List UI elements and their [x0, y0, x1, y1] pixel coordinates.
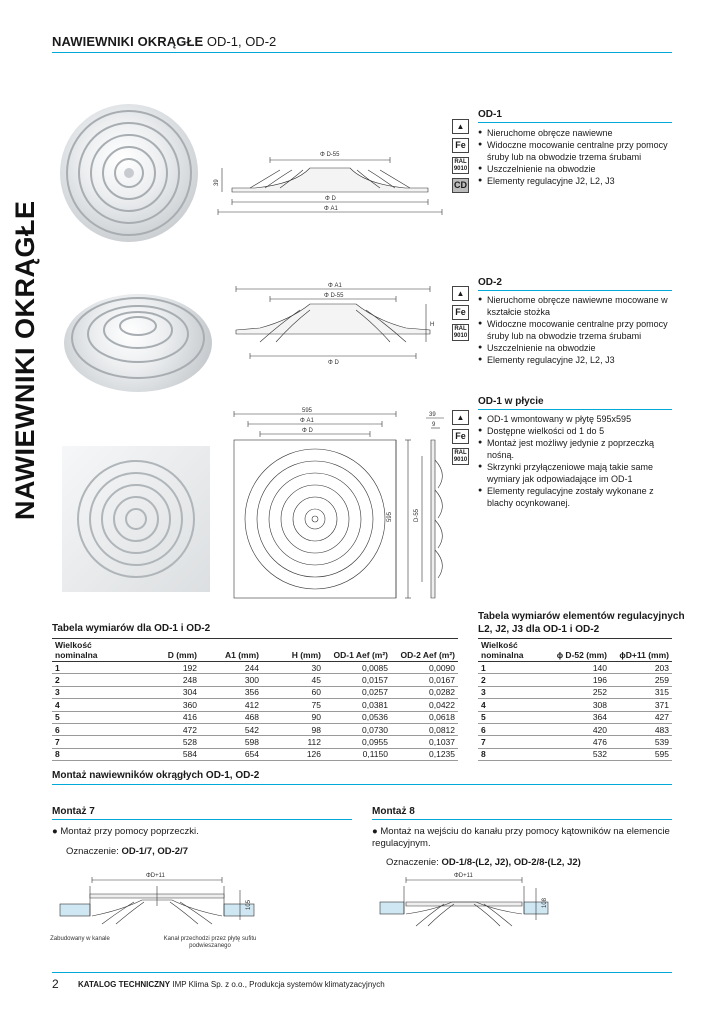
arrow-up-icon: ▲ [452, 119, 469, 134]
table-cell: 3 [52, 686, 138, 698]
table-cell: 2 [52, 674, 138, 686]
fe-badge: Fe [452, 305, 469, 320]
ral-badge [452, 448, 469, 465]
od1-dim-d: Φ D [325, 196, 336, 202]
fe-badge: Fe [452, 429, 469, 444]
table-cell: 4 [52, 699, 138, 711]
od1p-dim-9: 9 [432, 422, 436, 428]
list-item: ● Dostępne wielkości od 1 do 5 [478, 425, 672, 437]
table-cell: 0,0257 [324, 686, 391, 698]
table1-header: OD-1 Aef (m²) [324, 639, 391, 662]
montaz7-dim-side: 105 [246, 899, 252, 910]
list-item: ● Elementy regulacyjne J2, L2, J3 [478, 354, 672, 366]
od1p-badges [452, 410, 470, 469]
table-cell: 45 [262, 674, 324, 686]
table-cell: 483 [610, 723, 672, 735]
montaz7-dim-top: ΦD+11 [146, 873, 165, 879]
side-title: NAWIEWNIKI OKRĄGŁE [10, 200, 40, 520]
od1p-title: OD-1 w płycie [478, 396, 544, 407]
table-cell: 7 [478, 736, 548, 748]
table-cell: 0,0618 [391, 711, 458, 723]
montaz7-title-line [52, 819, 352, 820]
list-item: ● Skrzynki przyłączeniowe mają takie same wymiary jak odpowiadające im OD-1 [478, 461, 672, 485]
header-title-rest: OD-1, OD-2 [203, 34, 277, 49]
od1-drawing [210, 140, 450, 220]
montaz7-title: Montaż 7 [52, 806, 95, 817]
od2-dim-a1: Φ A1 [328, 283, 342, 289]
table-cell: 1 [478, 662, 548, 674]
table-cell: 98 [262, 723, 324, 735]
od2-title-line [478, 290, 672, 291]
table-cell: 90 [262, 711, 324, 723]
table-cell: 315 [610, 686, 672, 698]
montaz7-ozn-value: OD-1/7, OD-2/7 [121, 846, 188, 857]
od2-bullets [478, 294, 672, 366]
table-cell: 1 [52, 662, 138, 674]
montaz7-cap-left: Zabudowany w kanale [50, 936, 110, 942]
table-cell: 598 [200, 736, 262, 748]
table-cell: 0,0157 [324, 674, 391, 686]
page-header [52, 34, 672, 49]
od2-title: OD-2 [478, 277, 502, 288]
list-item: ● Nieruchome obręcze nawiewne [478, 127, 672, 139]
table-row [52, 723, 458, 735]
table-cell: 308 [548, 699, 610, 711]
table-cell: 196 [548, 674, 610, 686]
table1-body [52, 662, 458, 761]
table-cell: 252 [548, 686, 610, 698]
table-cell: 0,1150 [324, 748, 391, 760]
od2-dim-h: H [430, 322, 435, 328]
montaz8-text-value: Montaż na wejściu do kanału przy pomocy kątowników na elemencie regulacyjnym. [372, 826, 670, 849]
od1p-drawing [226, 404, 454, 602]
table-cell: 528 [138, 736, 200, 748]
table1-header: Wielkość nominalna [52, 639, 138, 662]
table-cell: 360 [138, 699, 200, 711]
od1-dim-a1: Φ A1 [324, 206, 338, 212]
od1p-dim-d: Φ D [302, 428, 313, 434]
montaz7-text-value: Montaż przy pomocy poprzeczki. [60, 826, 199, 837]
table2-header: ϕD+11 (mm) [610, 639, 672, 662]
table-cell: 0,0085 [324, 662, 391, 674]
bullet-icon: ● [372, 826, 381, 837]
table-cell: 0,0955 [324, 736, 391, 748]
table-row [52, 736, 458, 748]
ral-badge-bottom: 9010 [453, 457, 468, 463]
od1-dim-d55: Φ D-55 [320, 152, 340, 158]
table-cell: 364 [548, 711, 610, 723]
table-cell: 371 [610, 699, 672, 711]
table-row [478, 699, 672, 711]
od2-photo [64, 294, 212, 392]
od2-dim-d55: Φ D-55 [324, 293, 344, 299]
table1-header: H (mm) [262, 639, 324, 662]
list-item: ● OD-1 wmontowany w płytę 595x595 [478, 413, 672, 425]
table-cell: 0,0090 [391, 662, 458, 674]
table-cell: 304 [138, 686, 200, 698]
montaz7-drawing [52, 870, 262, 932]
table-cell: 476 [548, 736, 610, 748]
table-cell: 0,1037 [391, 736, 458, 748]
table-cell: 0,0282 [391, 686, 458, 698]
table1-header: OD-2 Aef (m²) [391, 639, 458, 662]
table-row [478, 662, 672, 674]
cd-badge: CD [452, 178, 469, 193]
montaz8-ozn-value: OD-1/8-(L2, J2), OD-2/8-(L2, J2) [441, 857, 581, 868]
list-item: ● Nieruchome obręcze nawiewne mocowane w kształcie stożka [478, 294, 672, 318]
table-cell: 2 [478, 674, 548, 686]
table-cell: 112 [262, 736, 324, 748]
table2-header: ϕ D-52 (mm) [548, 639, 610, 662]
od1p-dim-d55: D-55 [414, 508, 420, 522]
od2-badges [452, 286, 470, 345]
table-cell: 140 [548, 662, 610, 674]
table-row [52, 711, 458, 723]
table-cell: 126 [262, 748, 324, 760]
arrow-up-icon: ▲ [452, 286, 469, 301]
bullet-icon: ● [52, 826, 61, 837]
list-item: ● Montaż jest możliwy jedynie z poprzeczką nośną. [478, 437, 672, 461]
od1p-dim-a1: Φ A1 [300, 418, 314, 424]
od1-photo-rings [60, 104, 198, 242]
table-row [478, 736, 672, 748]
table-cell: 244 [200, 662, 262, 674]
table-row [52, 748, 458, 760]
ral-badge [452, 157, 469, 174]
table-cell: 203 [610, 662, 672, 674]
table-cell: 0,0812 [391, 723, 458, 735]
od1-badges [452, 119, 470, 197]
od1p-photo-rings [62, 446, 210, 592]
table-row [52, 699, 458, 711]
table-cell: 584 [138, 748, 200, 760]
od1-photo [60, 104, 198, 242]
table-cell: 6 [52, 723, 138, 735]
footer-divider [52, 972, 672, 973]
table-cell: 412 [200, 699, 262, 711]
ral-badge-bottom: 9010 [453, 166, 468, 172]
list-item: ● Uszczelnienie na obwodzie [478, 163, 672, 175]
od1-title-line [478, 122, 672, 123]
list-item: ● Uszczelnienie na obwodzie [478, 342, 672, 354]
table-cell: 416 [138, 711, 200, 723]
table1-header: A1 (mm) [200, 639, 262, 662]
arrow-up-icon: ▲ [452, 410, 469, 425]
table1-title: Tabela wymiarów dla OD-1 i OD-2 [52, 623, 211, 634]
header-title-bold: NAWIEWNIKI OKRĄGŁE [52, 34, 204, 49]
od1p-photo [62, 446, 210, 592]
footer-text [78, 980, 385, 989]
od2-photo-rings [64, 294, 212, 392]
od1-title: OD-1 [478, 109, 502, 120]
table-cell: 356 [200, 686, 262, 698]
table1-header: D (mm) [138, 639, 200, 662]
table-row [478, 674, 672, 686]
list-item: ● Widoczne mocowanie centralne przy pomocy śruby lub na obwodzie trzema śrubami [478, 139, 672, 163]
table-cell: 0,0536 [324, 711, 391, 723]
montaz8-ozn [386, 857, 581, 868]
list-item: ● Elementy regulacyjne J2, L2, J3 [478, 175, 672, 187]
table-cell: 259 [610, 674, 672, 686]
table-cell: 595 [610, 748, 672, 760]
table2-title-line2: L2, J2, J3 dla OD-1 i OD-2 [478, 624, 600, 635]
montaz7-ozn [66, 846, 188, 857]
od2-dim-d: Φ D [328, 360, 339, 366]
od1p-dim-side595: 595 [387, 511, 393, 522]
table2-title [478, 610, 685, 636]
header-divider [52, 52, 672, 53]
montaz8-dim-top: ΦD+11 [454, 873, 473, 879]
montaz8-drawing [376, 872, 556, 934]
ral-badge [452, 324, 469, 341]
od2-drawing [230, 280, 440, 370]
montaz-title-line [52, 784, 672, 785]
table2-header: Wielkość nominalna [478, 639, 548, 662]
montaz8-text [372, 826, 672, 850]
montaz7-text [52, 826, 352, 838]
table-row [478, 748, 672, 760]
page-number: 2 [52, 977, 59, 991]
table-cell: 3 [478, 686, 548, 698]
table-cell: 420 [548, 723, 610, 735]
table1 [52, 638, 458, 761]
table-cell: 7 [52, 736, 138, 748]
table-cell: 654 [200, 748, 262, 760]
table-cell: 300 [200, 674, 262, 686]
od1p-dim-39: 39 [429, 412, 436, 418]
ral-badge-top: RAL [454, 159, 467, 165]
table-cell: 0,1235 [391, 748, 458, 760]
table-cell: 468 [200, 711, 262, 723]
footer-bold: KATALOG TECHNICZNY [78, 980, 171, 989]
od1p-title-line [478, 409, 672, 410]
table-cell: 0,0730 [324, 723, 391, 735]
table-cell: 0,0381 [324, 699, 391, 711]
table-cell: 472 [138, 723, 200, 735]
table2-body [478, 662, 672, 761]
table-cell: 192 [138, 662, 200, 674]
fe-badge: Fe [452, 138, 469, 153]
table-row [478, 686, 672, 698]
list-item: ● Elementy regulacyjne zostały wykonane z blachy ocynkowanej. [478, 485, 672, 509]
table-cell: 532 [548, 748, 610, 760]
list-item: ● Widoczne mocowanie centralne przy pomocy śruby lub na obwodzie trzema śrubami [478, 318, 672, 342]
table-row [52, 674, 458, 686]
table-cell: 0,0167 [391, 674, 458, 686]
montaz7-ozn-label: Oznaczenie: [66, 846, 122, 857]
table-cell: 427 [610, 711, 672, 723]
od1p-bullets [478, 413, 672, 509]
montaz8-dim-side: 108 [542, 897, 548, 908]
ral-badge-top: RAL [454, 326, 467, 332]
montaz8-title: Montaż 8 [372, 806, 415, 817]
table-cell: 539 [610, 736, 672, 748]
montaz-title: Montaż nawiewników okrągłych OD-1, OD-2 [52, 770, 260, 781]
table-cell: 8 [52, 748, 138, 760]
table-row [478, 723, 672, 735]
table-row [478, 711, 672, 723]
table-cell: 30 [262, 662, 324, 674]
table-cell: 542 [200, 723, 262, 735]
table-row [52, 662, 458, 674]
table-cell: 8 [478, 748, 548, 760]
table-cell: 5 [478, 711, 548, 723]
table-cell: 248 [138, 674, 200, 686]
table-cell: 60 [262, 686, 324, 698]
table-cell: 0,0422 [391, 699, 458, 711]
footer-rest: IMP Klima Sp. z o.o., Produkcja systemów klimatyzacyjnych [170, 980, 385, 989]
table-row [52, 686, 458, 698]
montaz8-title-line [372, 819, 672, 820]
table-cell: 5 [52, 711, 138, 723]
ral-badge-bottom: 9010 [453, 333, 468, 339]
od1-bullets [478, 127, 672, 187]
table-cell: 6 [478, 723, 548, 735]
od1-dim-h: 39 [214, 179, 220, 186]
montaz7-cap-right: Kanał przechodzi przez płytę sufitu podwieszanego [163, 936, 257, 949]
table2-title-line1: Tabela wymiarów elementów regulacyjnych [478, 611, 685, 622]
table2 [478, 638, 672, 761]
od1p-dim-595: 595 [302, 408, 313, 414]
table-cell: 75 [262, 699, 324, 711]
ral-badge-top: RAL [454, 450, 467, 456]
montaz8-ozn-label: Oznaczenie: [386, 857, 442, 868]
table-cell: 4 [478, 699, 548, 711]
